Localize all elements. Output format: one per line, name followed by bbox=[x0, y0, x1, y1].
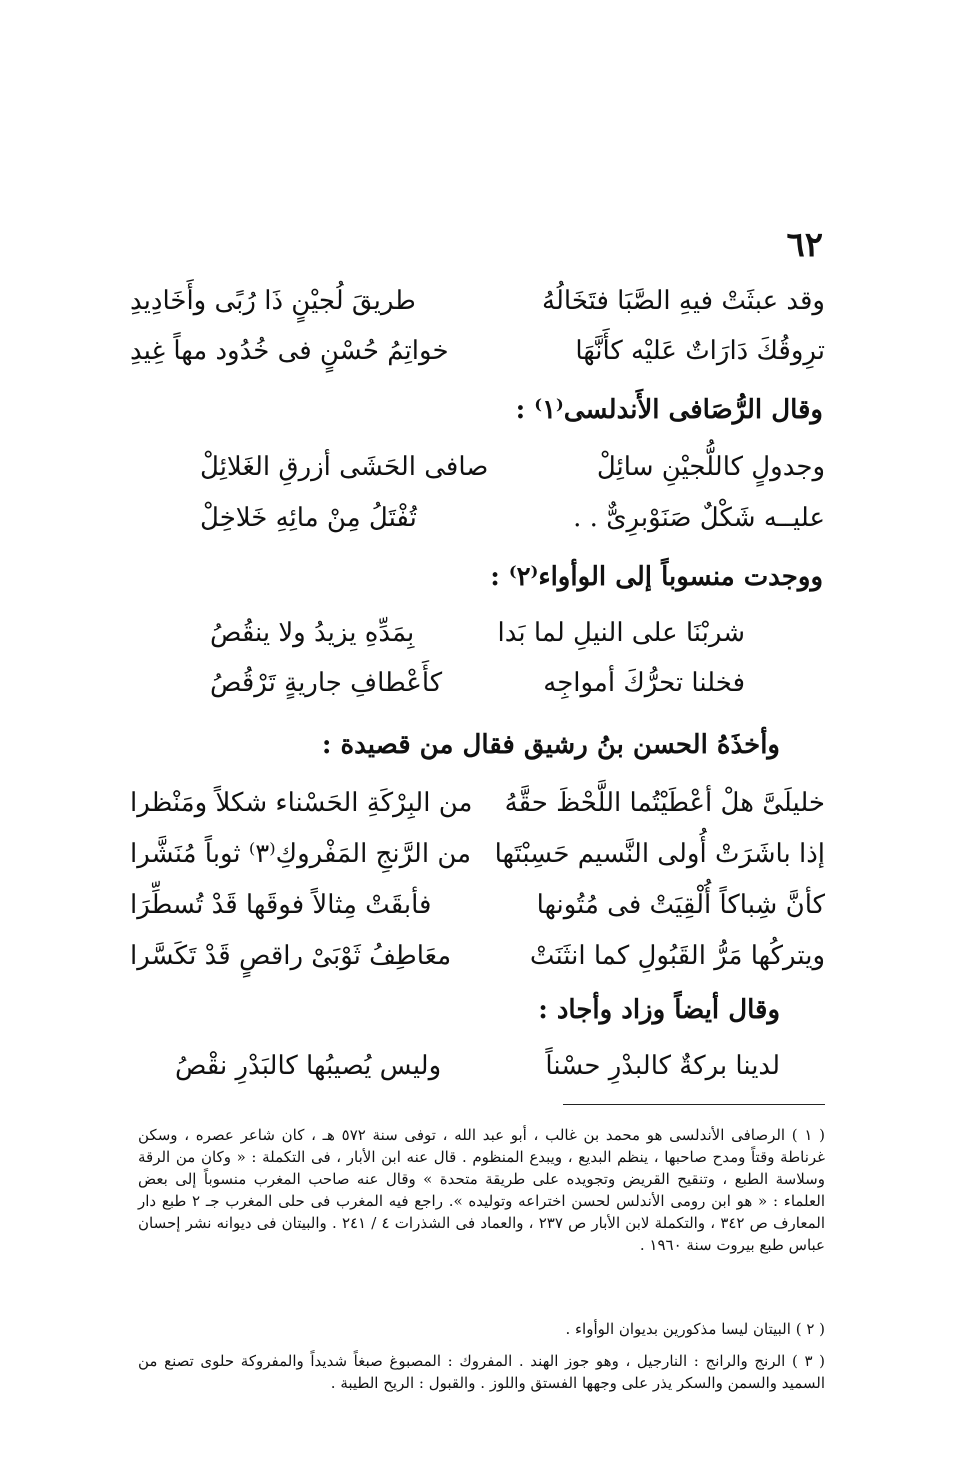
verse-first-hemistich: إذا باشَرَتْ أُولى النَّسيم حَسِبْتَها bbox=[494, 839, 825, 869]
verse-first-hemistich: شربْنَا على النيلِ لما بَدا bbox=[497, 618, 745, 648]
verse-first-hemistich: فخلنا تحرُّكَ أمواجِه bbox=[543, 668, 745, 698]
verse-second-hemistich: فأبقَتْ مِثالاً فوقَها قَدْ تُسطِّرَا bbox=[130, 890, 432, 920]
verse-line bbox=[130, 330, 825, 372]
verse-second-hemistich: كأَعْطافِ جاريةٍ تَرْقُصُ bbox=[210, 668, 443, 698]
verse-second-hemistich: خواتِمُ حُسْنٍ فى خُدُود مهاً غِيدِ bbox=[130, 336, 449, 366]
intro-line: ووجدت منسوباً إلى الوأواء⁽٢⁾ : bbox=[490, 562, 823, 592]
verse-first-hemistich: كأنَّ شِباكاً أُلْقِيَتْ فى مُتُونها bbox=[536, 890, 825, 920]
verse-first-hemistich: ويتركُها مَرُّ القَبُولِ كما انثَنَتْ bbox=[529, 941, 825, 971]
verse-line bbox=[130, 884, 825, 926]
intro-line: وأخذَهُ الحسن بنُ رشيق فقال من قصيدة : bbox=[321, 730, 780, 760]
intro-line: وقال الرُّصَافى الأَندلسى⁽١⁾ : bbox=[515, 395, 823, 425]
verse-line bbox=[130, 280, 825, 322]
verse-second-hemistich: تُفْتَلُ مِنْ مائِهِ خَلاخِلْ bbox=[200, 503, 417, 533]
verse-second-hemistich: من البِرْكَةِ الحَسْناء شكلاً ومَنْظرا bbox=[130, 788, 473, 818]
verse-second-hemistich: معَاطِفُ ثَوْبَىْ راقصٍ قَدْ تَكَسَّرا bbox=[130, 941, 452, 971]
verse-second-hemistich: صافى الحَشَى أزرقِ الغَلائِلْ bbox=[200, 452, 489, 482]
footnote-2: ( ٢ ) البيتان ليسا مذكورين بديوان الوأواء . bbox=[565, 1320, 825, 1338]
page-number: ٦٢ bbox=[786, 225, 823, 265]
verse-line bbox=[130, 782, 825, 824]
verse-line bbox=[130, 833, 825, 875]
verse-first-hemistich: وقد عبثَتْ فيهِ الصَّبَا فتَخَالُهُ bbox=[542, 286, 825, 316]
footnote-3: ( ٣ ) الرنج والرانج : النارجيل ، وهو جوز الهند . المفروك : المصبوغ صبغاً شديداً والمفروكة حلوى تصنع من السميد والسمن والسكر يذر على وجهها الفستق واللوز . والقبول : الريح الطيبة . bbox=[138, 1352, 826, 1392]
verse-line bbox=[175, 1045, 780, 1087]
verse-second-hemistich: بِمَدِّهِ يزيدُ ولا ينقُصُ bbox=[210, 618, 415, 648]
verse-line bbox=[200, 446, 825, 488]
footnote-1: ( ١ ) الرصافى الأندلسى هو محمد بن غالب ، أبو عبد الله ، توفى سنة ٥٧٢ هـ ، كان شاعر عصره ، وسكن غرناطة وقتاً ومدح صاحبها ، ينظم البديع ، ويبدع المنظوم . قال عنه ابن الأبار ، فى التكملة : « وكان من الرقة وسلاسة الطبع ، وتنقيح القريض وتجويده على طريقة متحدة » وقال عنه صاحب المغرب منسوباً إلى بعض العلماء : « هو ابن رومى الأندلس لحسن اختراعه وتوليده ». راجع فيه المغرب فى حلى المغرب جـ ٢ طبع دار المعارف ص ٣٤٢ ، والتكملة لابن الأبار ص ٢٣٧ ، والعماد فى الشذرات ٤ / ٢٤١ . والبيتان فى ديوانه نشر إحسان عباس طبع بيروت سنة ١٩٦٠ . bbox=[138, 1126, 825, 1254]
footnote-separator bbox=[563, 1104, 825, 1105]
verse-first-hemistich: عليــه شَكْلٌ صَنَوْبرِىٌّ . . bbox=[573, 503, 825, 533]
verse-second-hemistich: طريقَ لُجيْنٍ ذَا رُبًى وأَخَادِيدِ bbox=[130, 286, 416, 316]
verse-line bbox=[210, 612, 745, 654]
verse-first-hemistich: وجدولٍ كاللُّجيْنِ سائِلْ bbox=[596, 452, 825, 482]
verse-second-hemistich: من الرَّنجِ المَفْروكِ⁽٣⁾ ثوباً مُنَشَّرا bbox=[130, 839, 472, 869]
verse-first-hemistich: ترِوقُكَ دَارَاتٌ عَليْه كأَنَّهَا bbox=[575, 336, 825, 366]
verse-line bbox=[210, 662, 745, 704]
verse-first-hemistich: خليلَىَّ هلْ أعْطَيْتُما اللَّحْظَ حقَّهُ bbox=[504, 788, 825, 818]
verse-line bbox=[130, 935, 825, 977]
intro-line: وقال أيضاً وزاد وأجاد : bbox=[538, 995, 780, 1025]
verse-second-hemistich: وليس يُصيبُها كالبَدْرِ نقْصُ bbox=[175, 1051, 442, 1081]
verse-line bbox=[200, 497, 825, 539]
verse-first-hemistich: لدينا بركةٌ كالبدْرِ حسْناً bbox=[545, 1051, 780, 1081]
